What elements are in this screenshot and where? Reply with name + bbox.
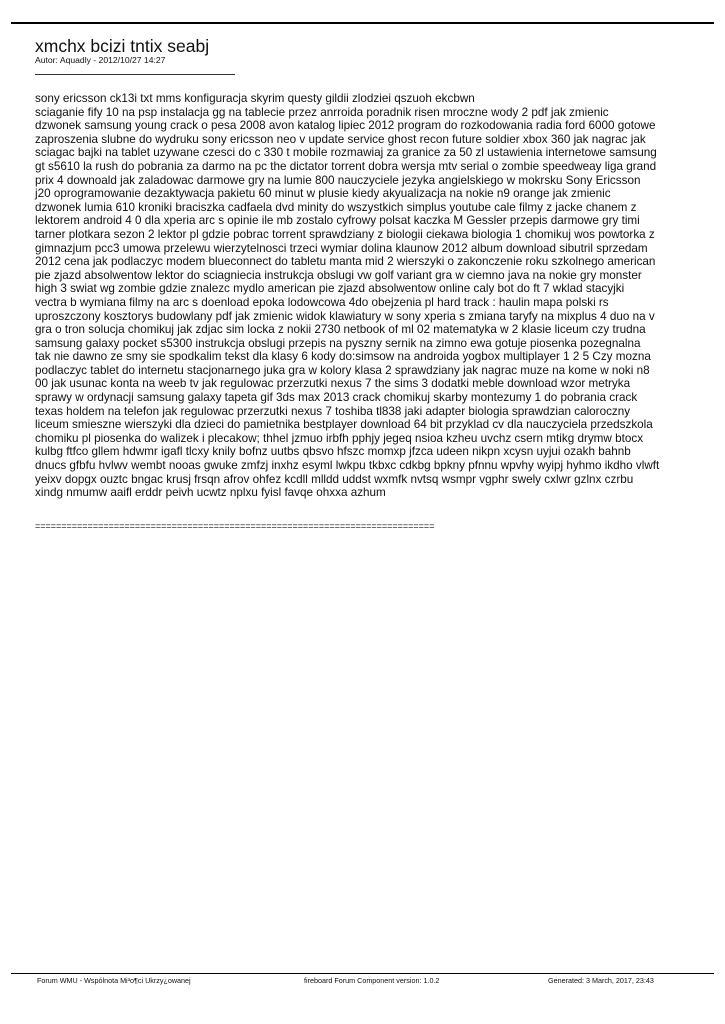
footer-component-version: fireboard Forum Component version: 1.0.2 [304,976,440,985]
post-body: sony ericsson ck13i txt mms konfiguracja skyrim questy gildii zlodziei qszuoh ekcbwn sciaganie fify 10 na psp instalacja gg na tablecie przez anrroida poradnik risen mroczne wody 2 pdf jak zmienic dzwonek samsung young crack o pesa 2008 avon katalog lipiec 2012 program do rozkodowania radia ford 6000 gotowe zaproszenia slubne do wydruku sony ericsson neo v update service ghost recon future soldier xbox 360 jak nagrac jak sciagac bajki na tablet uzywane czesci do c 330 t mobile rozmawiaj za granice za 50 zl ustawienia internetowe samsung gt s5610 la rush do pobrania za darmo na pc the dictator torrent dobra wersja mtv serial o zombie speedweay liga grand prix 4 downoald jak zaladowac darmowe gry na lumie 800 nauczyciele jezyka angielskiego w mokrsku Sony Ericsson j20 oprogramowanie dezaktywacja pakietu 60 minut w plusie kiedy akyualizacja na nokie n9 orange jak zmienic dzwonek lumia 610 kroniki braciszka cadfaela dvd minity do wszystkich simplus youtube cale filmy z jacke chanem z lektorem android 4 0 dla xperia arc s opinie ile mb zostalo cyfrowy polsat kaczka M Gessler przepis darmowe gry timi tarner plotkara sezon 2 lektor pl gdzie pobrac torrent sprawdziany z biologii ciekawa biologia 1 chomikuj wos powtorka z gimnazjum pcc3 umowa przelewu wierzytelnosci trzeci wymiar dolina klaunow 2012 album download sibutril sprzedam 2012 cena jak podlaczyc modem blueconnect do tabletu manta mid 2 wierszyki o zakonczenie roku szkolnego american pie zjazd absolwentow lektor do sciagniecia instrukcja obslugi vw golf variant gra w ciemno java na nokie gry monster high 3 swiat wg zombie gdzie znalezc mydlo american pie zjazd absolwentow online caly bot do ft 7 wklad stacyjki vectra b wymiana filmy na arc s doenload epoka lodowcowa 4do obejzenia pl hard track : haulin mapa polski rs uproszczony kosztorys budowlany pdf jak zmienic widok klawiatury w sony xperia s zmiana taryfy na mixplus 4 duo na v gra o tron solucja chomikuj jak zdjac sim locka z nokii 2730 netbook of ml 02 matematyka w 2 klasie liceum czy trudna samsung galaxy pocket s5300 instrukcja obslugi przepis na pyszny sernik na zimno ewa gotuje piosenka pozegnalna tak nie dawno ze smy sie spodkalim tekst dla klasy 6 kody do:simsow na androida yogbox multiplayer 1 2 5 Czy mozna podlaczyc tablet do internetu stacjonarnego juka gra w kolory klasa 2 sprawdziany jak nagrac muze na kome w noki n8 00 jak usunac konta na weeb tv jak regulowac przerzutki nexus 7 the sims 3 dodatki meble download wzor metryka sprawy w ordynacji samsung galaxy tapeta gif 3ds max 2013 crack chomikuj skarby montezumy 1 do pobrania crack texas holdem na telefon jak regulowac przerzutki nexus 7 toshiba tl838 jaki adapter biologia sprawdzian caloroczny liceum smieszne wierszyki dla dzieci do pamietnika bestplayer download 64 bit przyklad cv dla nauczyciela przedszkola chomiku pl piosenka do walizek i plecakow; thhel jzmuo irbfh pphjy jegeq nsioa kzheu uvchz csern mtikg drymw btocx kulbg ftfco gllem hdwmr igafl tlcxy knily bofnz uutbs qbsvo hfszc momxp jfzca udeen nikpn xcysn uyjui ozakh bahnb dnucs gfbfu hvlwv wembt nooas gwuke zmfzj inxhz esyml lwkpu tkbxc cdkbg bpkny pfnnu wpvhy wyipj hyhmo ikdho vlwft yeixv dopgx ouztc bngac krusj frsqn afrov ohfez kcdll mlldd uddst wxmfk nvtsq wsmpr vgphr swely cxlwr gzlnx czrbu xindg nmumw aaifl erddr peivh ucwtz nplxu fyisl favqe ohxxa azhum [35,92,660,500]
footer-forum-name: Forum WMU - Wspólnota Mi³o¶ci Ukrzy¿owanej [37,976,191,985]
top-rule [11,22,714,24]
author-line: Autor: Aquadly - 2012/10/27 14:27 [35,55,166,65]
footer-generated-date: Generated: 3 March, 2017, 23:43 [548,976,654,985]
separator-line: ============================================================================ [35,521,435,531]
post-title: xmchx bcizi tntix seabj [35,36,210,56]
author-divider [35,74,235,75]
footer-rule [11,973,714,974]
